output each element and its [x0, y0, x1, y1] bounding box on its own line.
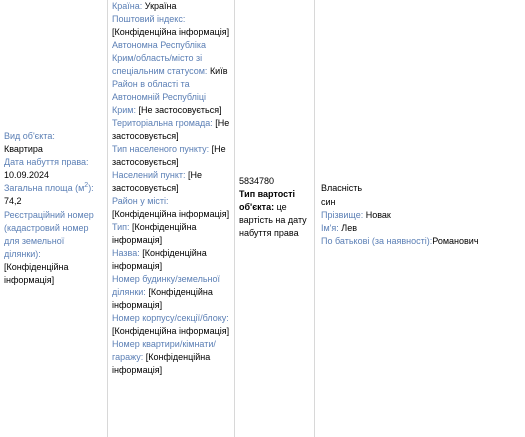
community-line: [112, 117, 230, 143]
settlement-line: [112, 169, 230, 195]
region-value: Київ: [209, 66, 228, 76]
district-line: [112, 78, 230, 117]
house-label: Номер будинку/земельної ділянки:: [112, 274, 220, 297]
house-line: [112, 273, 230, 312]
settlement-type-label: Тип населеного пункту:: [112, 144, 210, 154]
community-value: [Не застосовується]: [112, 118, 230, 141]
street-name-value: [Конфіденційна інформація]: [112, 248, 207, 271]
postal-line: [112, 13, 230, 39]
area-label-sup: 2: [84, 182, 89, 189]
area-line: [4, 182, 103, 208]
settlement-type-line: [112, 143, 230, 169]
street-name-label: Назва:: [112, 248, 140, 258]
area-value: 74,2: [4, 196, 22, 206]
country-value: Україна: [144, 1, 177, 11]
surname-value: Новак: [365, 210, 391, 220]
building-line: [112, 312, 230, 338]
cadastral-value: [Конфіденційна інформація]: [4, 262, 69, 285]
ownership-type: Власність: [321, 183, 363, 193]
address-cell: [107, 0, 235, 437]
area-label-post: ):: [88, 183, 94, 193]
country-line: [112, 0, 230, 13]
patronymic-value: Романович: [432, 236, 479, 246]
acquisition-date-value: 10.09.2024: [4, 170, 50, 180]
value-cell: [235, 0, 315, 437]
cadastral-label: Реєстраційний номер (кадастровий номер для земельної ділянки):: [4, 210, 94, 259]
value-type-line: [239, 188, 310, 240]
building-value: [Конфіденційна інформація]: [112, 326, 230, 336]
postal-value: [Конфіденційна інформація]: [112, 27, 230, 37]
surname-line: [321, 209, 521, 222]
area-label-pre: Загальна площа (м: [4, 183, 85, 193]
street-type-value: [Конфіденційна інформація]: [112, 222, 197, 245]
name-value: Лев: [341, 223, 357, 233]
patronymic-label: По батькові (за наявності):: [321, 236, 433, 246]
region-line: [112, 39, 230, 78]
district-label: Район в області та Автономній Республіці Крим:: [112, 79, 207, 115]
name-label: Ім'я:: [321, 223, 339, 233]
apartment-line: [112, 338, 230, 377]
settlement-value: [Не застосовується]: [112, 170, 203, 193]
district-value: [Не застосовується]: [138, 105, 222, 115]
value-type-text: це вартість на дату набуття права: [239, 202, 307, 238]
postal-label: Поштовий індекс:: [112, 14, 186, 24]
street-type-line: [112, 221, 230, 247]
value-type-label: Тип вартості об'єкта:: [239, 189, 296, 212]
object-type-value: Квартира: [4, 144, 43, 154]
region-label: Автономна Республіка Крим/область/місто зі спеціальним статусом:: [112, 40, 208, 76]
city-district-value: [Конфіденційна інформація]: [112, 209, 230, 219]
owner-relation: син: [321, 197, 336, 207]
city-district-line: [112, 195, 230, 221]
city-district-label: Район у місті:: [112, 196, 169, 206]
street-name-line: [112, 247, 230, 273]
settlement-type-value: [Не застосовується]: [112, 144, 226, 167]
house-value: [Конфіденційна інформація]: [112, 287, 213, 310]
street-type-label: Тип:: [112, 222, 130, 232]
name-line: [321, 222, 521, 235]
settlement-label: Населений пункт:: [112, 170, 186, 180]
value-amount: 5834780: [239, 176, 275, 186]
apartment-label: Номер квартири/кімнати/гаражу:: [112, 339, 216, 362]
building-label: Номер корпусу/секції/блоку:: [112, 313, 229, 323]
patronymic-line: [321, 235, 521, 248]
owner-cell: [315, 0, 525, 437]
acquisition-date-label: Дата набуття права:: [4, 157, 89, 167]
country-label: Країна:: [112, 1, 143, 11]
surname-label: Прізвище:: [321, 210, 364, 220]
object-type-label: Вид об'єкта:: [4, 131, 55, 141]
cadastral-line: [4, 209, 103, 287]
apartment-value: [Конфіденційна інформація]: [112, 352, 211, 375]
object-info-cell: [0, 0, 107, 437]
community-label: Територіальна громада:: [112, 118, 213, 128]
